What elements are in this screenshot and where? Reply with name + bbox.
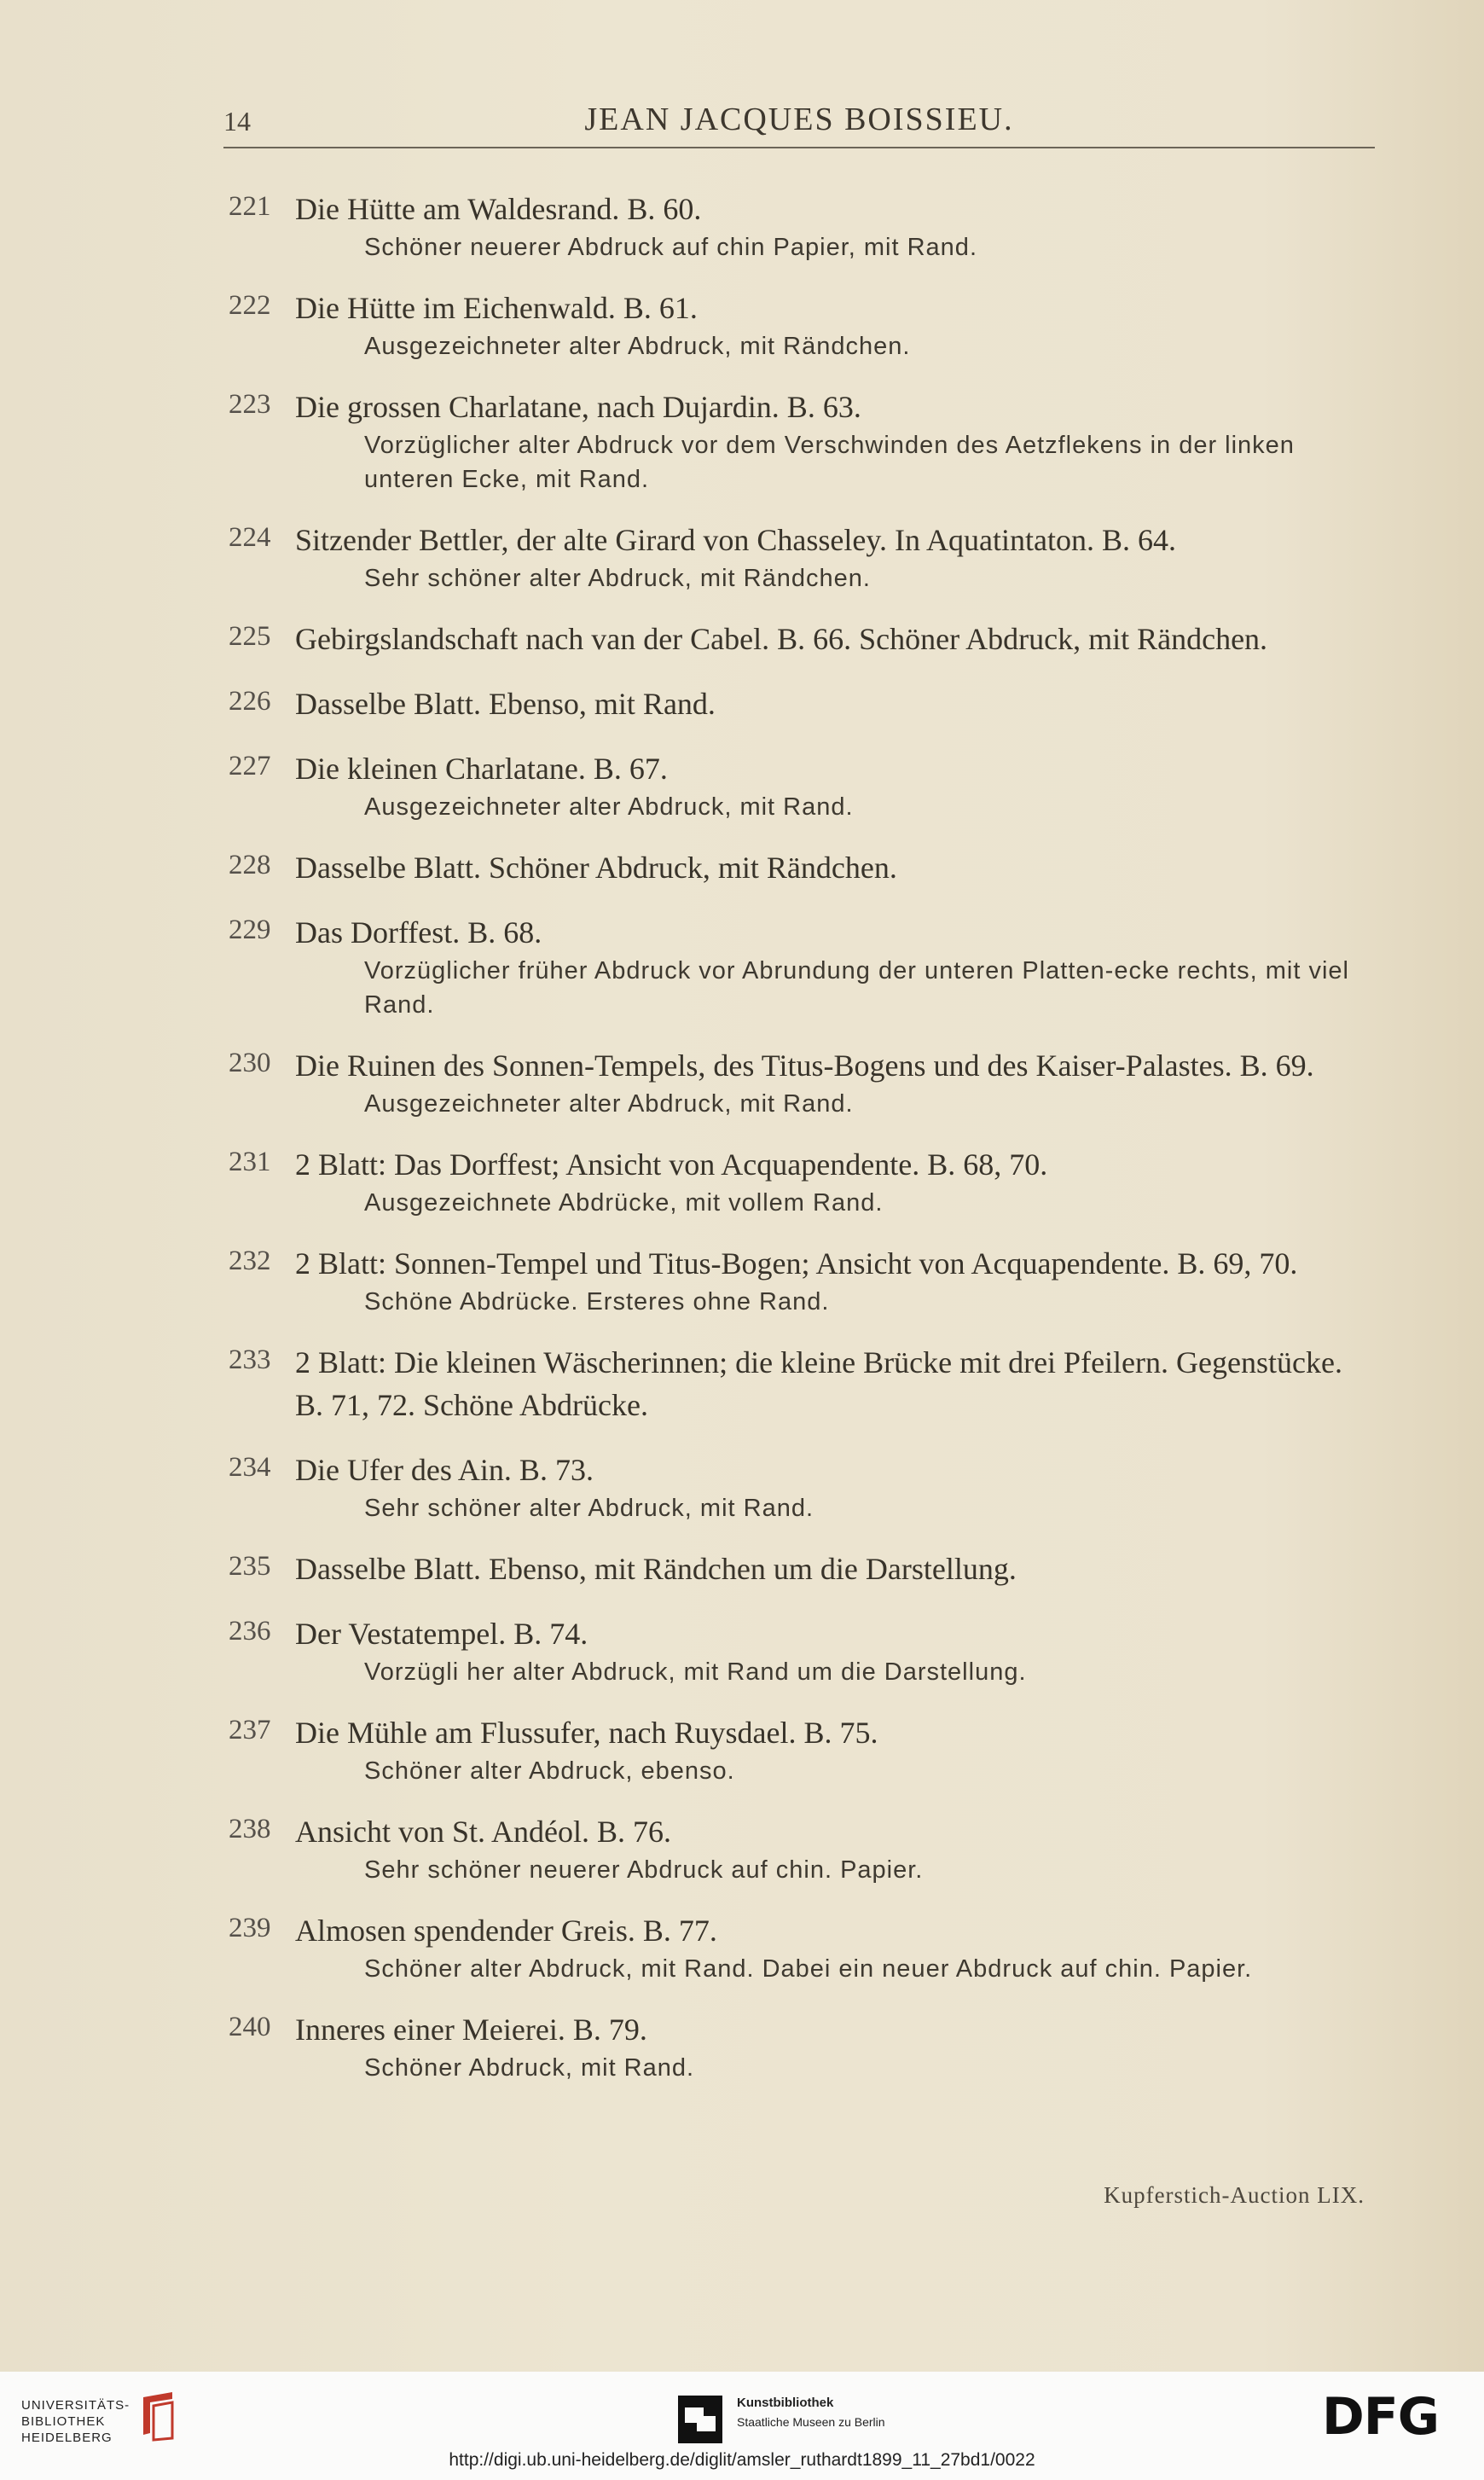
entry-number: 237 (229, 1715, 271, 1745)
entry-number: 238 (229, 1814, 271, 1844)
catalog-entry (223, 1341, 1375, 1426)
header-rule (223, 147, 1375, 148)
catalog-entry (223, 747, 1375, 824)
entry-note: Ausgezeichneter alter Abdruck, mit Rand. (364, 793, 854, 821)
library-title: Kunstbibliothek (737, 2396, 834, 2410)
entry-note: Schöner Abdruck, mit Rand. (364, 2054, 695, 2082)
university-emblem-icon (138, 2390, 177, 2442)
university-line-2: BIBLIOTHEK (21, 2414, 106, 2429)
entry-number: 226 (229, 686, 271, 717)
dfg-logo[interactable]: DFG (1322, 2387, 1440, 2447)
catalog-name: Kupferstich-Auction LIX. (1104, 2182, 1365, 2208)
catalog-entry (223, 1909, 1375, 1986)
entry-title: Almosen spendender Greis. B. 77. (295, 1914, 717, 1948)
entry-title: Die Ufer des Ain. B. 73. (295, 1453, 594, 1487)
entry-number: 224 (229, 522, 271, 553)
university-line-3: HEIDELBERG (21, 2431, 113, 2445)
catalog-entry (223, 188, 1375, 264)
catalog-entry (223, 519, 1375, 595)
entry-number: 230 (229, 1048, 271, 1078)
entry-title: Dasselbe Blatt. Schöner Abdruck, mit Rändchen. (295, 851, 897, 885)
catalog-entry (223, 1044, 1375, 1121)
catalog-entry (223, 1548, 1375, 1590)
viewer-footer-bar (0, 2372, 1484, 2480)
entry-note: Sehr schöner alter Abdruck, mit Rand. (364, 1495, 814, 1522)
university-library-logo[interactable] (21, 2397, 130, 2446)
catalog-entry (223, 386, 1375, 497)
entry-title: Dasselbe Blatt. Ebenso, mit Rändchen um die Darstellung. (295, 1552, 1017, 1586)
catalog-entry (223, 846, 1375, 889)
entry-number: 222 (229, 290, 271, 321)
page-url[interactable]: http://digi.ub.uni-heidelberg.de/diglit/amsler_ruthardt1899_11_27bd1/0022 (449, 2450, 1035, 2470)
running-title: JEAN JACQUES BOISSIEU. (584, 102, 1014, 137)
library-subtitle: Staatliche Museen zu Berlin (737, 2415, 885, 2429)
catalog-entry (223, 1612, 1375, 1689)
entry-note: Ausgezeichnete Abdrücke, mit vollem Rand. (364, 1189, 884, 1217)
catalog-entry (223, 1449, 1375, 1525)
entry-number: 239 (229, 1913, 271, 1943)
entry-number: 227 (229, 751, 271, 781)
entry-number: 225 (229, 621, 271, 652)
catalog-entry (223, 1143, 1375, 1220)
entry-title: Die Ruinen des Sonnen-Tempels, des Titus-Bogens und des Kaiser-Palastes. B. 69. (295, 1048, 1314, 1083)
entry-title: Die kleinen Charlatane. B. 67. (295, 752, 668, 786)
entry-note: Ausgezeichneter alter Abdruck, mit Rändchen. (364, 333, 911, 360)
entry-note: Schöne Abdrücke. Ersteres ohne Rand. (364, 1288, 830, 1316)
entry-title: Die Hütte im Eichenwald. B. 61. (295, 291, 698, 325)
entry-title: Die grossen Charlatane, nach Dujardin. B. 63. (295, 390, 861, 424)
entry-number: 232 (229, 1246, 271, 1276)
entry-title: Ansicht von St. Andéol. B. 76. (295, 1815, 672, 1849)
entry-title: Inneres einer Meierei. B. 79. (295, 2012, 647, 2047)
entry-title: Der Vestatempel. B. 74. (295, 1617, 588, 1651)
entry-title: Sitzender Bettler, der alte Girard von Chasseley. In Aquatintaton. B. 64. (295, 523, 1176, 557)
entry-title: Gebirgslandschaft nach van der Cabel. B. 66. Schöner Abdruck, mit Rändchen. (295, 622, 1268, 656)
entry-number: 240 (229, 2012, 271, 2042)
entry-number: 231 (229, 1147, 271, 1177)
catalog-entry (223, 1711, 1375, 1788)
entry-title: Dasselbe Blatt. Ebenso, mit Rand. (295, 687, 716, 721)
entry-number: 223 (229, 389, 271, 420)
entry-note: Vorzüglicher alter Abdruck vor dem Verschwinden des Aetzflekens in der linken unteren Ecke, mit Rand. (364, 432, 1295, 493)
entry-title: 2 Blatt: Sonnen-Tempel und Titus-Bogen; Ansicht von Acquapendente. B. 69, 70. (295, 1246, 1298, 1281)
entry-number: 229 (229, 915, 271, 945)
entry-note: Sehr schöner alter Abdruck, mit Rändchen. (364, 565, 871, 592)
entry-note: Schöner alter Abdruck, ebenso. (364, 1757, 735, 1785)
catalog-entry (223, 287, 1375, 363)
entry-note: Vorzüglicher früher Abdruck vor Abrundung der unteren Platten-ecke rechts, mit viel Rand. (364, 957, 1349, 1019)
entry-number: 233 (229, 1345, 271, 1375)
entry-note: Ausgezeichneter alter Abdruck, mit Rand. (364, 1090, 854, 1118)
entry-number: 235 (229, 1551, 271, 1582)
catalog-entry (223, 618, 1375, 660)
entry-note: Schöner neuerer Abdruck auf chin Papier, mit Rand. (364, 234, 977, 261)
catalog-entry (223, 911, 1375, 1022)
entry-title: Das Dorffest. B. 68. (295, 915, 542, 950)
entry-title: Die Hütte am Waldesrand. B. 60. (295, 192, 702, 226)
entry-note: Schöner alter Abdruck, mit Rand. Dabei ein neuer Abdruck auf chin. Papier. (364, 1955, 1253, 1983)
catalog-entry (223, 682, 1375, 725)
page-header (223, 101, 1375, 152)
university-line-1: UNIVERSITÄTS- (21, 2398, 130, 2413)
entry-title: 2 Blatt: Die kleinen Wäscherinnen; die kleine Brücke mit drei Pfeilern. Gegenstücke. B. 71, 72. Schöne Abdrücke. (295, 1345, 1342, 1422)
kunstbibliothek-logo-icon[interactable] (678, 2396, 722, 2443)
entry-number: 228 (229, 850, 271, 880)
entry-number: 221 (229, 191, 271, 222)
entry-number: 234 (229, 1452, 271, 1483)
entry-note: Vorzügli her alter Abdruck, mit Rand um die Darstellung. (364, 1658, 1027, 1686)
catalog-entry (223, 1810, 1375, 1887)
kunstbibliothek-text (737, 2396, 885, 2429)
entry-title: 2 Blatt: Das Dorffest; Ansicht von Acquapendente. B. 68, 70. (295, 1147, 1048, 1182)
entry-number: 236 (229, 1616, 271, 1647)
entry-note: Sehr schöner neuerer Abdruck auf chin. Papier. (364, 1856, 924, 1884)
catalog-entry (223, 2008, 1375, 2085)
catalog-entry (223, 1242, 1375, 1319)
page-number: 14 (223, 106, 251, 136)
entry-title: Die Mühle am Flussufer, nach Ruysdael. B. 75. (295, 1716, 878, 1750)
catalog-entries (223, 188, 1375, 2107)
